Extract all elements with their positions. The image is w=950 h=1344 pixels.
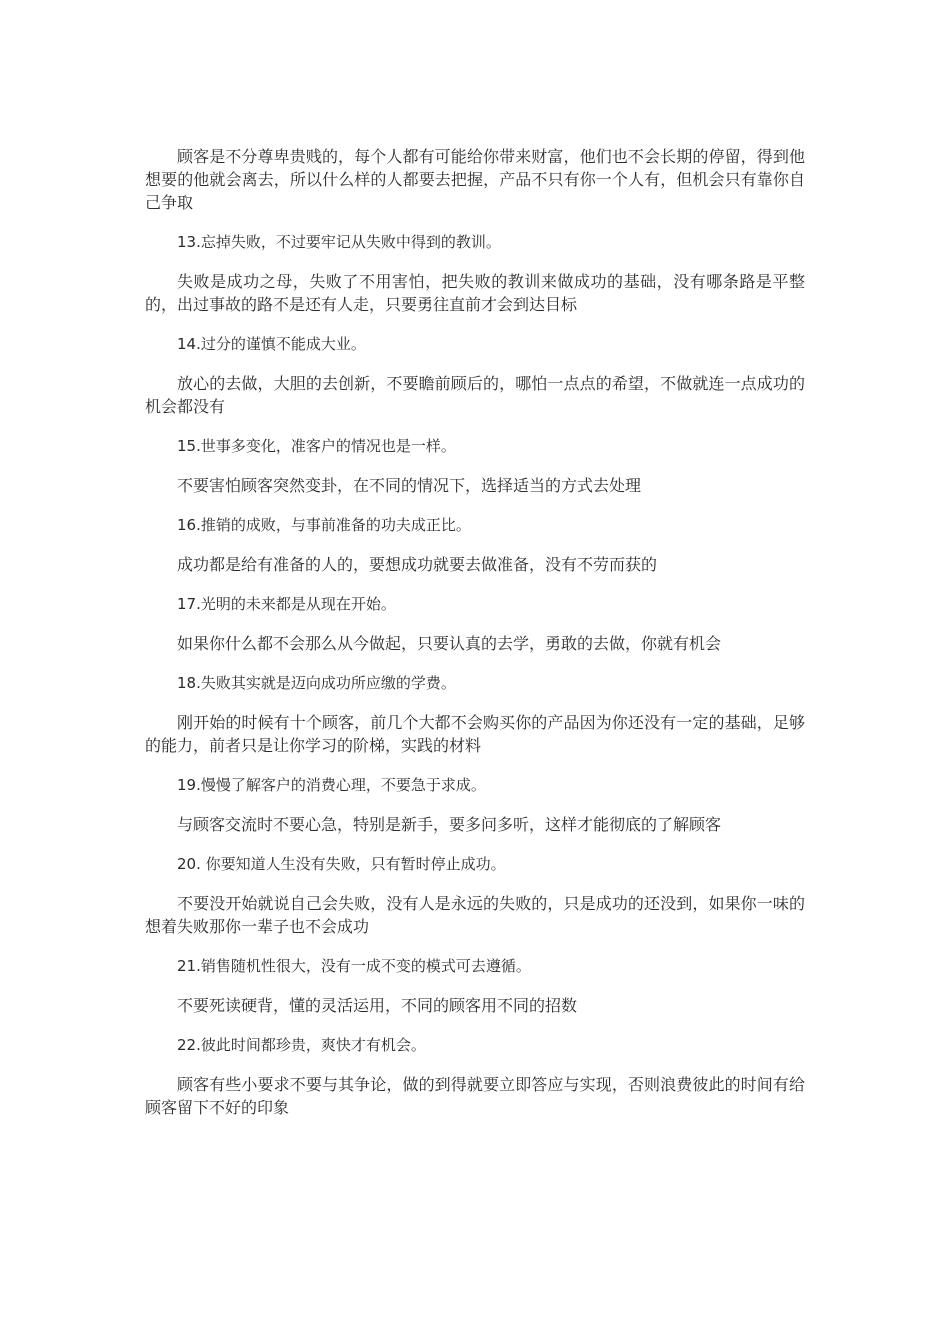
paragraph: 刚开始的时候有十个顾客，前几个大都不会购买你的产品因为你还没有一定的基础，足够的能力，前者只是让你学习的阶梯，实践的材料 — [145, 713, 805, 755]
tip-heading-15: 15.世事多变化，准客户的情况也是一样。 — [177, 437, 456, 455]
tip-heading-18: 18.失败其实就是迈向成功所应缴的学费。 — [177, 674, 456, 692]
paragraph: 顾客是不分尊卑贵贱的，每个人都有可能给你带来财富，他们也不会长期的停留，得到他想要的他就会离去，所以什么样的人都要去把握，产品不只有你一个人有，但机会只有靠你自己争取 — [145, 147, 805, 212]
paragraph: 如果你什么都不会那么从今做起，只要认真的去学，勇敢的去做，你就有机会 — [177, 634, 722, 653]
tip-heading-14: 14.过分的谨慎不能成大业。 — [177, 335, 366, 353]
tip-heading-21: 21.销售随机性很大，没有一成不变的模式可去遵循。 — [177, 957, 531, 975]
paragraph: 与顾客交流时不要心急，特别是新手，要多问多听，这样才能彻底的了解顾客 — [177, 815, 722, 834]
document-page — [145, 145, 805, 1136]
paragraph: 顾客有些小要求不要与其争论，做的到得就要立即答应与实现，否则浪费彼此的时间有给顾客留下不好的印象 — [145, 1075, 805, 1117]
tip-heading-19: 19.慢慢了解客户的消费心理，不要急于求成。 — [177, 776, 486, 794]
tip-heading-13: 13.忘掉失败，不过要牢记从失败中得到的教训。 — [177, 233, 501, 251]
paragraph: 不要死读硬背，懂的灵活运用，不同的顾客用不同的招数 — [177, 996, 578, 1015]
paragraph: 不要害怕顾客突然变卦，在不同的情况下，选择适当的方式去处理 — [177, 476, 642, 495]
tip-heading-20: 20. 你要知道人生没有失败，只有暂时停止成功。 — [177, 855, 506, 873]
tip-heading-22: 22.彼此时间都珍贵，爽快才有机会。 — [177, 1036, 426, 1054]
tip-heading-17: 17.光明的未来都是从现在开始。 — [177, 595, 396, 613]
paragraph: 放心的去做，大胆的去创新，不要瞻前顾后的，哪怕一点点的希望，不做就连一点成功的机会都没有 — [145, 374, 805, 416]
tip-heading-16: 16.推销的成败，与事前准备的功夫成正比。 — [177, 516, 471, 534]
paragraph: 不要没开始就说自己会失败，没有人是永远的失败的，只是成功的还没到，如果你一味的想着失败那你一辈子也不会成功 — [145, 894, 805, 936]
paragraph: 失败是成功之母，失败了不用害怕，把失败的教训来做成功的基础，没有哪条路是平整的，出过事故的路不是还有人走，只要勇往直前才会到达目标 — [145, 272, 805, 314]
paragraph: 成功都是给有准备的人的，要想成功就要去做准备，没有不劳而获的 — [177, 555, 658, 574]
